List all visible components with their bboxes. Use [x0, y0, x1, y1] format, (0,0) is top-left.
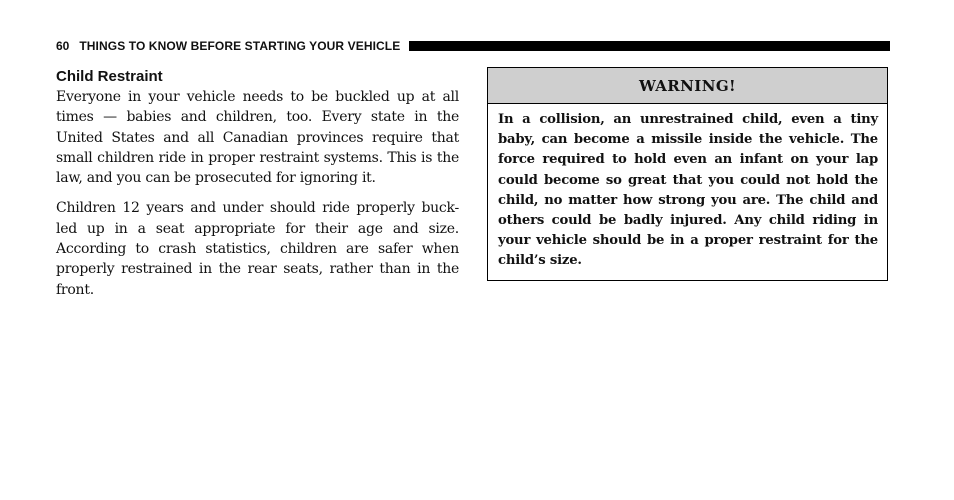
header-rule: [409, 41, 890, 51]
warning-box: [487, 67, 888, 281]
warning-title-bar: [488, 68, 887, 104]
page-header: [56, 38, 890, 54]
warning-title: WARNING!: [638, 76, 737, 95]
warning-text: In a collision, an unrestrained child, even a tiny baby, can become a missile inside the vehicle. The force required to hold even an infant on your lap could become so great that you could not hold the child, no matter how strong you are. The child and others could be badly injured. Any child riding in your vehicle should be in a proper restraint for the child’s size.: [498, 112, 878, 269]
body-paragraph: Children 12 years and under should ride properly buck-led up in a seat appropriate for their age and size. According to crash statistics, children are safer when properly restrained in the rear seats, rather than in the front.: [56, 200, 459, 298]
section-heading: Child Restraint: [56, 68, 163, 85]
page-number: 60: [56, 39, 70, 53]
running-head: THINGS TO KNOW BEFORE STARTING YOUR VEHICLE: [79, 39, 401, 53]
child-restraint-section: [56, 67, 459, 300]
body-paragraph: Everyone in your vehicle needs to be buckled up at all times — babies and children, too. Every state in the United States and all Canadian provinces require that small children ride in proper restraint systems. This is the law, and you can be prosecuted for ignoring it.: [56, 89, 459, 187]
